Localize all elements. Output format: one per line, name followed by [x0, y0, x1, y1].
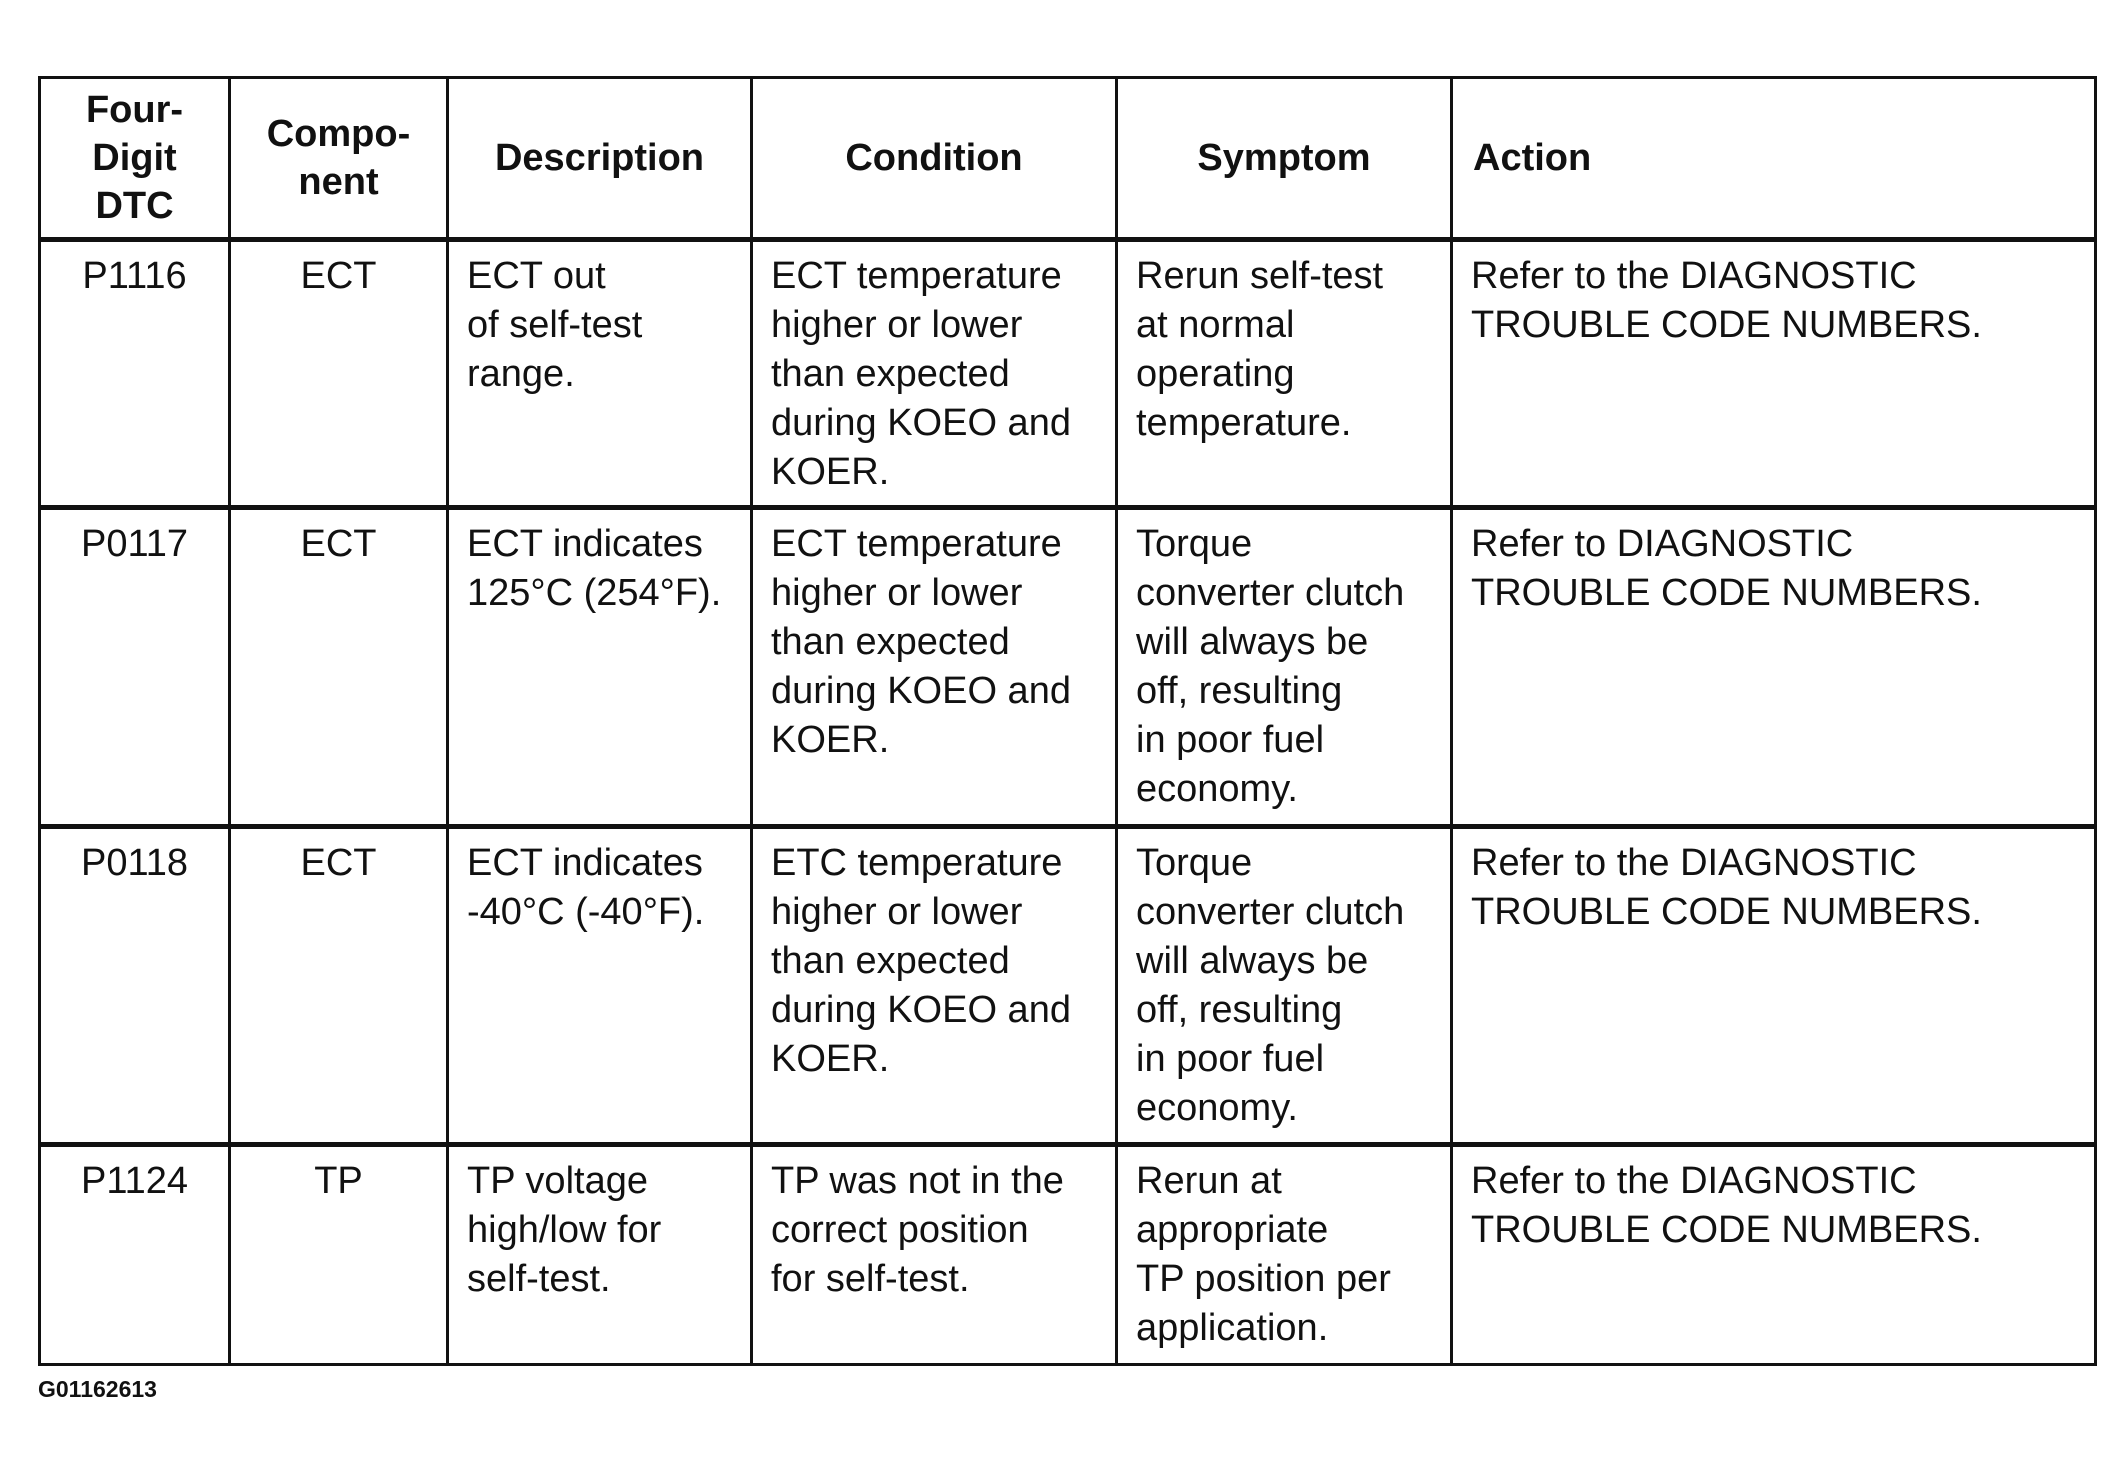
- cell-symptom: Rerun self-test at normal operating temperature.: [1117, 240, 1452, 508]
- dtc-table: [38, 76, 2097, 1366]
- cell-symptom: Torque converter clutch will always be off, resulting in poor fuel economy.: [1117, 827, 1452, 1145]
- cell-condition: TP was not in the correct position for self-test.: [752, 1145, 1117, 1365]
- cell-description: ECT indicates -40°C (-40°F).: [448, 827, 752, 1145]
- cell-component: TP: [230, 1145, 448, 1365]
- cell-description: TP voltage high/low for self-test.: [448, 1145, 752, 1365]
- cell-component: ECT: [230, 827, 448, 1145]
- cell-description: ECT indicates 125°C (254°F).: [448, 508, 752, 827]
- cell-action: Refer to the DIAGNOSTIC TROUBLE CODE NUMBERS.: [1452, 1145, 2096, 1365]
- table-row: [40, 1145, 2096, 1365]
- cell-condition: ECT temperature higher or lower than expected during KOEO and KOER.: [752, 240, 1117, 508]
- cell-dtc: P0118: [40, 827, 230, 1145]
- header-dtc: Four- Digit DTC: [40, 78, 230, 240]
- cell-description: ECT out of self-test range.: [448, 240, 752, 508]
- cell-action: Refer to DIAGNOSTIC TROUBLE CODE NUMBERS.: [1452, 508, 2096, 827]
- cell-condition: ECT temperature higher or lower than expected during KOEO and KOER.: [752, 508, 1117, 827]
- cell-symptom: Torque converter clutch will always be off, resulting in poor fuel economy.: [1117, 508, 1452, 827]
- table-body: [40, 240, 2096, 1365]
- table-header: [40, 78, 2096, 240]
- header-action: Action: [1452, 78, 2096, 240]
- table-row: [40, 827, 2096, 1145]
- cell-action: Refer to the DIAGNOSTIC TROUBLE CODE NUMBERS.: [1452, 827, 2096, 1145]
- header-description: Description: [448, 78, 752, 240]
- cell-component: ECT: [230, 240, 448, 508]
- cell-symptom: Rerun at appropriate TP position per application.: [1117, 1145, 1452, 1365]
- cell-component: ECT: [230, 508, 448, 827]
- figure-id: G01162613: [38, 1376, 157, 1402]
- header-condition: Condition: [752, 78, 1117, 240]
- cell-condition: ETC temperature higher or lower than expected during KOEO and KOER.: [752, 827, 1117, 1145]
- header-row: [40, 78, 2096, 240]
- cell-dtc: P1124: [40, 1145, 230, 1365]
- cell-action: Refer to the DIAGNOSTIC TROUBLE CODE NUMBERS.: [1452, 240, 2096, 508]
- cell-dtc: P1116: [40, 240, 230, 508]
- table-row: [40, 240, 2096, 508]
- header-component: Compo- nent: [230, 78, 448, 240]
- table-row: [40, 508, 2096, 827]
- cell-dtc: P0117: [40, 508, 230, 827]
- header-symptom: Symptom: [1117, 78, 1452, 240]
